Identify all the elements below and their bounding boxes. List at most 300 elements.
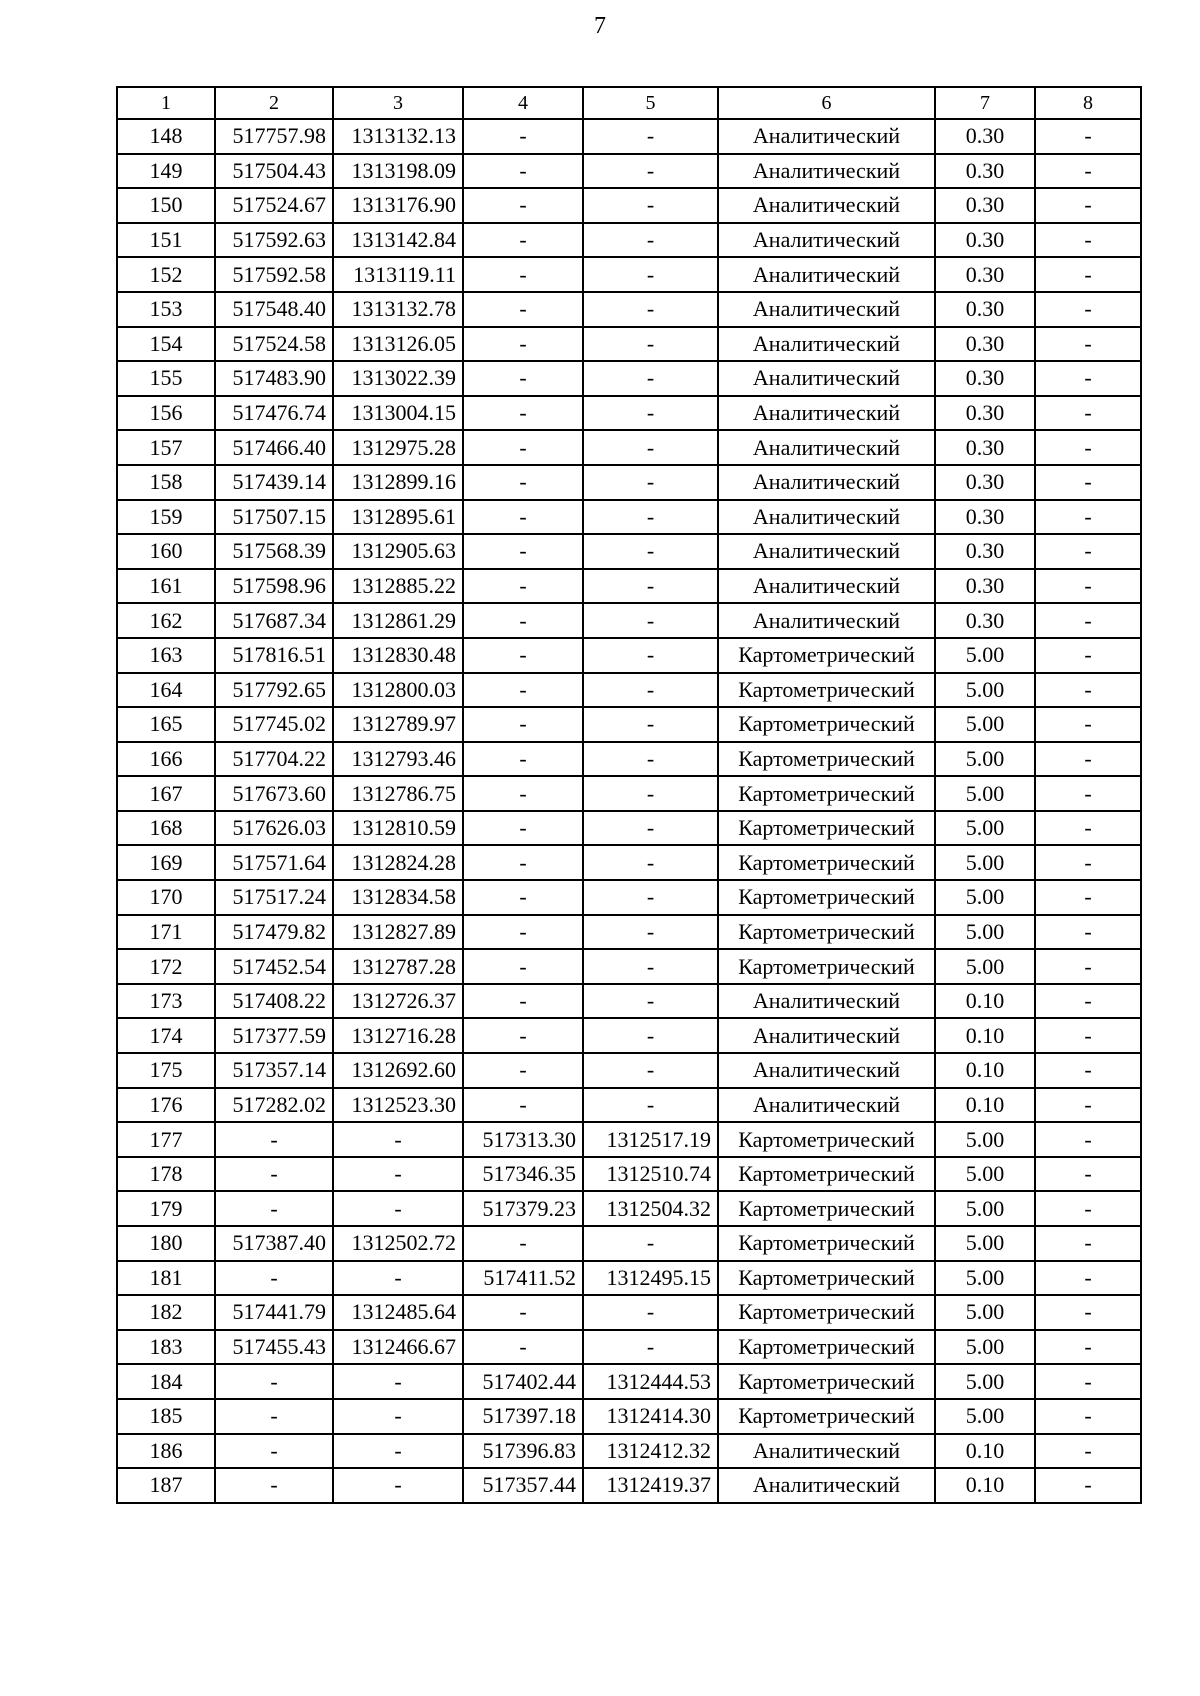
method-cell: Картометрический [718,742,935,777]
table-row [117,880,1141,915]
precision-cell: 0.30 [935,188,1035,223]
y-coordinate-cell: 1312523.30 [333,1088,463,1123]
x-coordinate-alt-cell: 517357.44 [463,1468,583,1503]
y-coordinate-alt-cell: - [583,673,718,708]
x-coordinate-alt-cell: - [463,430,583,465]
table-row [117,430,1141,465]
x-coordinate-cell: 517439.14 [215,465,333,500]
y-coordinate-alt-cell: - [583,1018,718,1053]
note-cell: - [1035,361,1141,396]
method-cell: Картометрический [718,638,935,673]
x-coordinate-cell: 517517.24 [215,880,333,915]
y-coordinate-alt-cell: 1312517.19 [583,1122,718,1157]
y-coordinate-alt-cell: - [583,223,718,258]
x-coordinate-alt-cell: 517346.35 [463,1157,583,1192]
precision-cell: 5.00 [935,811,1035,846]
y-coordinate-cell: - [333,1399,463,1434]
x-coordinate-alt-cell: - [463,811,583,846]
x-coordinate-alt-cell: 517411.52 [463,1261,583,1296]
note-cell: - [1035,119,1141,154]
y-coordinate-alt-cell: - [583,292,718,327]
note-cell: - [1035,292,1141,327]
y-coordinate-alt-cell: - [583,880,718,915]
column-header: 2 [215,87,333,119]
x-coordinate-cell: 517387.40 [215,1226,333,1261]
x-coordinate-cell: 517524.58 [215,327,333,362]
method-cell: Аналитический [718,154,935,189]
x-coordinate-cell: 517504.43 [215,154,333,189]
point-number-cell: 178 [117,1157,215,1192]
y-coordinate-alt-cell: - [583,949,718,984]
table-row [117,1261,1141,1296]
note-cell: - [1035,430,1141,465]
x-coordinate-cell: 517757.98 [215,119,333,154]
precision-cell: 5.00 [935,1191,1035,1226]
precision-cell: 5.00 [935,845,1035,880]
y-coordinate-cell: - [333,1122,463,1157]
precision-cell: 0.30 [935,569,1035,604]
note-cell: - [1035,154,1141,189]
y-coordinate-cell: 1312861.29 [333,603,463,638]
y-coordinate-alt-cell: - [583,327,718,362]
precision-cell: 5.00 [935,880,1035,915]
method-cell: Картометрический [718,880,935,915]
note-cell: - [1035,1053,1141,1088]
y-coordinate-cell: 1312692.60 [333,1053,463,1088]
x-coordinate-cell: 517357.14 [215,1053,333,1088]
note-cell: - [1035,257,1141,292]
table-row [117,1295,1141,1330]
table-row [117,223,1141,258]
point-number-cell: 164 [117,673,215,708]
method-cell: Аналитический [718,292,935,327]
x-coordinate-cell: 517592.58 [215,257,333,292]
y-coordinate-cell: 1312716.28 [333,1018,463,1053]
method-cell: Аналитический [718,569,935,604]
y-coordinate-cell: 1313176.90 [333,188,463,223]
precision-cell: 0.30 [935,603,1035,638]
y-coordinate-cell: - [333,1191,463,1226]
x-coordinate-alt-cell: - [463,396,583,431]
y-coordinate-cell: 1312975.28 [333,430,463,465]
x-coordinate-alt-cell: - [463,500,583,535]
y-coordinate-cell: 1312789.97 [333,707,463,742]
y-coordinate-alt-cell: - [583,500,718,535]
table-row [117,1157,1141,1192]
y-coordinate-alt-cell: - [583,154,718,189]
method-cell: Аналитический [718,984,935,1019]
method-cell: Аналитический [718,396,935,431]
table-row [117,603,1141,638]
x-coordinate-cell: 517704.22 [215,742,333,777]
y-coordinate-cell: 1313198.09 [333,154,463,189]
y-coordinate-cell: 1312726.37 [333,984,463,1019]
point-number-cell: 181 [117,1261,215,1296]
y-coordinate-cell: 1312895.61 [333,500,463,535]
x-coordinate-alt-cell: - [463,534,583,569]
note-cell: - [1035,1157,1141,1192]
y-coordinate-alt-cell: - [583,845,718,880]
point-number-cell: 154 [117,327,215,362]
y-coordinate-alt-cell: - [583,361,718,396]
x-coordinate-cell: 517524.67 [215,188,333,223]
method-cell: Картометрический [718,1295,935,1330]
note-cell: - [1035,1434,1141,1469]
column-header: 1 [117,87,215,119]
precision-cell: 5.00 [935,949,1035,984]
y-coordinate-alt-cell: 1312419.37 [583,1468,718,1503]
table-row [117,742,1141,777]
table-row [117,1330,1141,1365]
point-number-cell: 152 [117,257,215,292]
y-coordinate-cell: 1312824.28 [333,845,463,880]
precision-cell: 5.00 [935,776,1035,811]
column-header: 7 [935,87,1035,119]
x-coordinate-alt-cell: - [463,1088,583,1123]
table-row [117,569,1141,604]
x-coordinate-alt-cell: - [463,292,583,327]
precision-cell: 5.00 [935,1330,1035,1365]
precision-cell: 0.30 [935,292,1035,327]
y-coordinate-cell: 1312810.59 [333,811,463,846]
y-coordinate-cell: - [333,1434,463,1469]
point-number-cell: 168 [117,811,215,846]
y-coordinate-alt-cell: - [583,569,718,604]
table-row [117,1018,1141,1053]
point-number-cell: 158 [117,465,215,500]
x-coordinate-alt-cell: - [463,257,583,292]
method-cell: Аналитический [718,1468,935,1503]
x-coordinate-alt-cell: 517313.30 [463,1122,583,1157]
x-coordinate-alt-cell: - [463,845,583,880]
method-cell: Картометрический [718,811,935,846]
x-coordinate-cell: - [215,1364,333,1399]
method-cell: Картометрический [718,1330,935,1365]
y-coordinate-alt-cell: 1312504.32 [583,1191,718,1226]
precision-cell: 0.10 [935,1468,1035,1503]
y-coordinate-alt-cell: - [583,1295,718,1330]
point-number-cell: 155 [117,361,215,396]
point-number-cell: 162 [117,603,215,638]
precision-cell: 0.30 [935,465,1035,500]
y-coordinate-alt-cell: - [583,742,718,777]
y-coordinate-cell: - [333,1157,463,1192]
y-coordinate-alt-cell: - [583,638,718,673]
precision-cell: 5.00 [935,1122,1035,1157]
method-cell: Аналитический [718,430,935,465]
note-cell: - [1035,1191,1141,1226]
y-coordinate-alt-cell: - [583,603,718,638]
x-coordinate-alt-cell: - [463,154,583,189]
table-row [117,984,1141,1019]
point-number-cell: 173 [117,984,215,1019]
note-cell: - [1035,949,1141,984]
x-coordinate-alt-cell: - [463,1053,583,1088]
point-number-cell: 160 [117,534,215,569]
y-coordinate-alt-cell: - [583,1088,718,1123]
note-cell: - [1035,1399,1141,1434]
x-coordinate-cell: 517455.43 [215,1330,333,1365]
point-number-cell: 163 [117,638,215,673]
column-header: 4 [463,87,583,119]
table-row [117,396,1141,431]
table-row [117,638,1141,673]
precision-cell: 0.30 [935,500,1035,535]
point-number-cell: 171 [117,915,215,950]
method-cell: Картометрический [718,1157,935,1192]
method-cell: Аналитический [718,223,935,258]
method-cell: Аналитический [718,257,935,292]
table-row [117,811,1141,846]
note-cell: - [1035,327,1141,362]
table-header-row [117,87,1141,119]
table-row [117,119,1141,154]
precision-cell: 0.10 [935,1434,1035,1469]
x-coordinate-alt-cell: - [463,949,583,984]
method-cell: Аналитический [718,534,935,569]
y-coordinate-alt-cell: - [583,984,718,1019]
y-coordinate-alt-cell: - [583,1053,718,1088]
page-number: 7 [594,13,606,39]
table-row [117,1053,1141,1088]
y-coordinate-cell: 1313022.39 [333,361,463,396]
x-coordinate-alt-cell: - [463,1226,583,1261]
x-coordinate-alt-cell: - [463,1295,583,1330]
y-coordinate-cell: - [333,1468,463,1503]
x-coordinate-cell: 517568.39 [215,534,333,569]
y-coordinate-alt-cell: - [583,811,718,846]
note-cell: - [1035,880,1141,915]
precision-cell: 5.00 [935,1399,1035,1434]
table-row [117,154,1141,189]
precision-cell: 5.00 [935,1295,1035,1330]
method-cell: Картометрический [718,1261,935,1296]
method-cell: Картометрический [718,707,935,742]
y-coordinate-alt-cell: - [583,188,718,223]
note-cell: - [1035,223,1141,258]
y-coordinate-cell: 1312502.72 [333,1226,463,1261]
table-row [117,1122,1141,1157]
y-coordinate-cell: 1313132.13 [333,119,463,154]
y-coordinate-cell: 1312787.28 [333,949,463,984]
x-coordinate-alt-cell: - [463,1330,583,1365]
note-cell: - [1035,845,1141,880]
table-body [117,119,1141,1503]
precision-cell: 0.30 [935,257,1035,292]
x-coordinate-alt-cell: 517396.83 [463,1434,583,1469]
x-coordinate-alt-cell: - [463,1018,583,1053]
x-coordinate-cell: 517673.60 [215,776,333,811]
method-cell: Аналитический [718,1053,935,1088]
table-row [117,776,1141,811]
precision-cell: 0.30 [935,430,1035,465]
x-coordinate-cell: 517282.02 [215,1088,333,1123]
point-number-cell: 169 [117,845,215,880]
point-number-cell: 179 [117,1191,215,1226]
note-cell: - [1035,1018,1141,1053]
x-coordinate-alt-cell: - [463,742,583,777]
table-row [117,1434,1141,1469]
precision-cell: 0.30 [935,396,1035,431]
y-coordinate-alt-cell: - [583,465,718,500]
y-coordinate-alt-cell: - [583,1226,718,1261]
note-cell: - [1035,1088,1141,1123]
y-coordinate-alt-cell: 1312495.15 [583,1261,718,1296]
point-number-cell: 165 [117,707,215,742]
y-coordinate-cell: 1312885.22 [333,569,463,604]
x-coordinate-cell: 517598.96 [215,569,333,604]
y-coordinate-cell: 1313126.05 [333,327,463,362]
x-coordinate-cell: 517507.15 [215,500,333,535]
x-coordinate-cell: 517592.63 [215,223,333,258]
table-row [117,1191,1141,1226]
point-number-cell: 185 [117,1399,215,1434]
note-cell: - [1035,742,1141,777]
point-number-cell: 177 [117,1122,215,1157]
method-cell: Аналитический [718,465,935,500]
x-coordinate-alt-cell: - [463,638,583,673]
precision-cell: 0.10 [935,1088,1035,1123]
y-coordinate-alt-cell: - [583,119,718,154]
note-cell: - [1035,465,1141,500]
precision-cell: 5.00 [935,1226,1035,1261]
table-row [117,845,1141,880]
method-cell: Аналитический [718,1434,935,1469]
point-number-cell: 170 [117,880,215,915]
note-cell: - [1035,673,1141,708]
column-header: 5 [583,87,718,119]
x-coordinate-alt-cell: - [463,119,583,154]
note-cell: - [1035,500,1141,535]
x-coordinate-alt-cell: - [463,327,583,362]
x-coordinate-cell: 517745.02 [215,707,333,742]
y-coordinate-cell: 1312786.75 [333,776,463,811]
note-cell: - [1035,638,1141,673]
x-coordinate-alt-cell: - [463,188,583,223]
method-cell: Картометрический [718,673,935,708]
x-coordinate-cell: 517377.59 [215,1018,333,1053]
method-cell: Картометрический [718,1122,935,1157]
x-coordinate-alt-cell: - [463,603,583,638]
precision-cell: 0.30 [935,361,1035,396]
y-coordinate-alt-cell: 1312414.30 [583,1399,718,1434]
x-coordinate-cell: 517452.54 [215,949,333,984]
method-cell: Картометрический [718,1399,935,1434]
y-coordinate-cell: 1312830.48 [333,638,463,673]
y-coordinate-cell: 1313142.84 [333,223,463,258]
y-coordinate-cell: - [333,1364,463,1399]
method-cell: Картометрический [718,1364,935,1399]
note-cell: - [1035,776,1141,811]
y-coordinate-alt-cell: - [583,1330,718,1365]
x-coordinate-cell: - [215,1122,333,1157]
y-coordinate-cell: 1312905.63 [333,534,463,569]
point-number-cell: 183 [117,1330,215,1365]
precision-cell: 5.00 [935,1261,1035,1296]
precision-cell: 0.30 [935,534,1035,569]
x-coordinate-alt-cell: - [463,673,583,708]
table-row [117,327,1141,362]
precision-cell: 0.30 [935,119,1035,154]
table-row [117,534,1141,569]
x-coordinate-alt-cell: 517379.23 [463,1191,583,1226]
y-coordinate-alt-cell: - [583,257,718,292]
x-coordinate-alt-cell: - [463,984,583,1019]
point-number-cell: 156 [117,396,215,431]
method-cell: Картометрический [718,1191,935,1226]
x-coordinate-cell: 517548.40 [215,292,333,327]
column-header: 8 [1035,87,1141,119]
x-coordinate-alt-cell: - [463,223,583,258]
point-number-cell: 148 [117,119,215,154]
method-cell: Аналитический [718,361,935,396]
x-coordinate-cell: 517479.82 [215,915,333,950]
method-cell: Аналитический [718,327,935,362]
y-coordinate-cell: - [333,1261,463,1296]
precision-cell: 5.00 [935,707,1035,742]
x-coordinate-alt-cell: 517402.44 [463,1364,583,1399]
x-coordinate-alt-cell: - [463,465,583,500]
point-number-cell: 161 [117,569,215,604]
x-coordinate-cell: 517571.64 [215,845,333,880]
y-coordinate-cell: 1312834.58 [333,880,463,915]
x-coordinate-alt-cell: 517397.18 [463,1399,583,1434]
x-coordinate-alt-cell: - [463,707,583,742]
table-row [117,673,1141,708]
y-coordinate-alt-cell: - [583,776,718,811]
note-cell: - [1035,1122,1141,1157]
note-cell: - [1035,1330,1141,1365]
y-coordinate-cell: 1312485.64 [333,1295,463,1330]
y-coordinate-alt-cell: - [583,707,718,742]
x-coordinate-cell: - [215,1434,333,1469]
method-cell: Аналитический [718,603,935,638]
precision-cell: 0.30 [935,327,1035,362]
note-cell: - [1035,188,1141,223]
method-cell: Аналитический [718,119,935,154]
precision-cell: 5.00 [935,1157,1035,1192]
table-row [117,1468,1141,1503]
note-cell: - [1035,1261,1141,1296]
table-row [117,949,1141,984]
y-coordinate-cell: 1312899.16 [333,465,463,500]
precision-cell: 5.00 [935,1364,1035,1399]
method-cell: Аналитический [718,1018,935,1053]
method-cell: Картометрический [718,949,935,984]
method-cell: Картометрический [718,1226,935,1261]
x-coordinate-cell: - [215,1157,333,1192]
x-coordinate-cell: 517441.79 [215,1295,333,1330]
method-cell: Картометрический [718,845,935,880]
y-coordinate-cell: 1312793.46 [333,742,463,777]
method-cell: Картометрический [718,776,935,811]
point-number-cell: 167 [117,776,215,811]
note-cell: - [1035,915,1141,950]
precision-cell: 5.00 [935,742,1035,777]
point-number-cell: 186 [117,1434,215,1469]
x-coordinate-cell: - [215,1191,333,1226]
method-cell: Картометрический [718,915,935,950]
point-number-cell: 153 [117,292,215,327]
x-coordinate-alt-cell: - [463,361,583,396]
y-coordinate-cell: 1312466.67 [333,1330,463,1365]
point-number-cell: 157 [117,430,215,465]
table-row [117,1364,1141,1399]
note-cell: - [1035,396,1141,431]
precision-cell: 0.30 [935,154,1035,189]
note-cell: - [1035,534,1141,569]
y-coordinate-alt-cell: - [583,430,718,465]
